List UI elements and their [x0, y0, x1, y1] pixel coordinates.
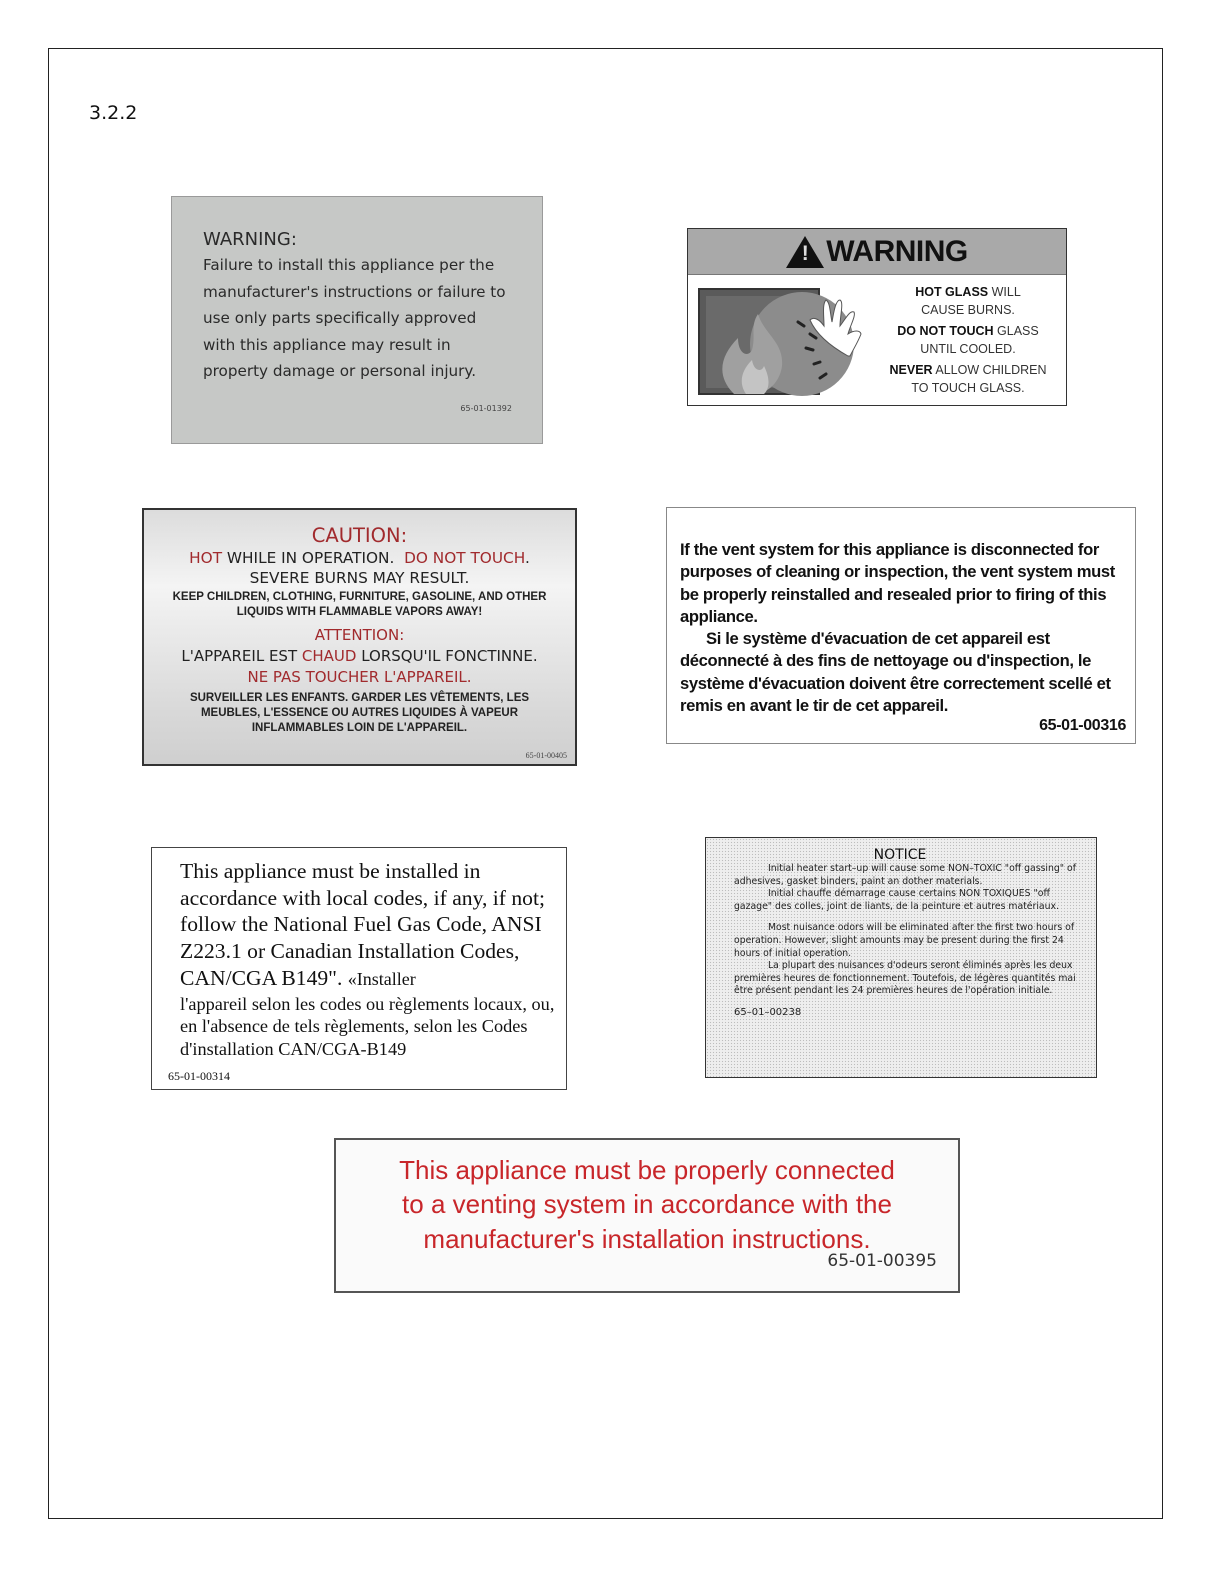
local-codes-text: This appliance must be installed in accordance with local codes, if any, if not; follow the National Fuel Gas Code, ANSI Z223.1 or Canadian Installation Codes, CAN/CGA B149". «Installer	[180, 859, 545, 990]
warning-header-bar	[688, 229, 1066, 275]
caution-liquids-line: LIQUIDS WITH FLAMMABLE VAPORS AWAY!	[236, 606, 483, 618]
warning-line: with this appliance may result in	[203, 335, 451, 354]
notice-paragraph-3: Most nuisance odors will be eliminated after the first two hours of operation. However, slight amounts may be present during the first 24 hours of initial operation.	[734, 922, 1075, 959]
section-number: 3.2.2	[89, 102, 138, 124]
warning-line: use only parts specifically approved	[203, 309, 477, 328]
caution-label	[142, 508, 577, 766]
label-code: 65-01-00405	[525, 751, 567, 760]
notice-paragraph-2: Initial chauffe démarrage cause certains NON TOXIQUES "off gazage" des colles, joint de liants, de la peinture et autres matériaux.	[734, 888, 1059, 912]
caution-title: CAUTION:	[311, 524, 408, 547]
warning-title: WARNING:	[203, 229, 297, 250]
attention-line-4: MEUBLES, L'ESSENCE OU AUTRES LIQUIDES À VAPEUR	[200, 707, 519, 719]
local-codes-french-text: l'appareil selon les codes ou règlements locaux, ou, en l'absence de tels règlements, selon les Codes d'installation CAN/CGA-B149	[180, 993, 555, 1059]
hot-glass-hand-icon	[698, 286, 863, 398]
attention-line-5: INFLAMMABLES LOIN DE L'APPAREIL.	[251, 722, 468, 734]
notice-paragraph-1: Initial heater start–up will cause some NON–TOXIC "off gassing" of adhesives, gasket binders, paint an dother materials.	[734, 863, 1076, 887]
label-code: 65-01-00314	[168, 1069, 230, 1083]
attention-title: ATTENTION:	[314, 626, 405, 644]
hot-glass-message-2: DO NOT TOUCH GLASS UNTIL COOLED.	[897, 324, 1039, 356]
label-code: 65-01-01392	[460, 404, 512, 413]
vent-connect-line-2: to a venting system in accordance with the	[402, 1189, 892, 1220]
notice-title: NOTICE	[873, 847, 927, 863]
label-code: 65-01-00395	[827, 1250, 937, 1271]
warning-line: property damage or personal injury.	[203, 362, 477, 381]
notice-paragraph-4: La plupart des nuisances d'odeurs seront éliminés après les deux premières heures de fonctionnement. Toutefois, de légères quantités mai être présent pendant les 24 premières heures de l'opération initiale.	[734, 960, 1076, 997]
label-code: 65–01–00238	[734, 1006, 802, 1018]
label-code: 65-01-00316	[1039, 716, 1126, 734]
hot-glass-message-3: NEVER ALLOW CHILDREN TO TOUCH GLASS.	[889, 363, 1047, 395]
vent-disconnect-label	[666, 507, 1136, 744]
notice-label	[705, 837, 1097, 1078]
vent-english-text: If the vent system for this appliance is disconnected for purposes of cleaning or inspection, the vent system must be properly reinstalled and resealed prior to firing of this appliance.	[680, 540, 1115, 626]
warning-heading: WARNING	[826, 234, 968, 268]
warning-line: manufacturer's instructions or failure to	[203, 282, 506, 301]
vent-connect-label	[334, 1138, 960, 1293]
local-codes-label	[151, 847, 567, 1090]
warning-line: Failure to install this appliance per the	[203, 256, 495, 274]
attention-line-3: SURVEILLER LES ENFANTS. GARDER LES VÊTEMENTS, LES	[189, 692, 530, 704]
hot-glass-label	[687, 228, 1067, 406]
attention-line-1: L'APPAREIL EST CHAUD LORSQU'IL FONCTINNE.	[181, 647, 538, 665]
warning-triangle-icon: !	[786, 236, 824, 268]
caution-severe-line: SEVERE BURNS MAY RESULT.	[249, 569, 470, 587]
vent-french-text: Si le système d'évacuation de cet appareil est déconnecté à des fins de nettoyage ou d'inspection, le système d'évacuation doivent être correctement scellé et remis en avant le tir de cet appareil.	[680, 629, 1111, 716]
attention-line-2: NE PAS TOUCHER L'APPAREIL.	[247, 668, 472, 686]
caution-keep-line: KEEP CHILDREN, CLOTHING, FURNITURE, GASOLINE, AND OTHER	[172, 591, 547, 603]
warning-install-label	[171, 196, 543, 444]
vent-connect-line-3: manufacturer's installation instructions.	[423, 1223, 871, 1254]
hot-glass-message-1: HOT GLASS WILL CAUSE BURNS.	[915, 285, 1021, 317]
caution-hot-line: HOT WHILE IN OPERATION. DO NOT TOUCH.	[189, 549, 530, 567]
vent-connect-line-1: This appliance must be properly connected	[399, 1155, 895, 1185]
